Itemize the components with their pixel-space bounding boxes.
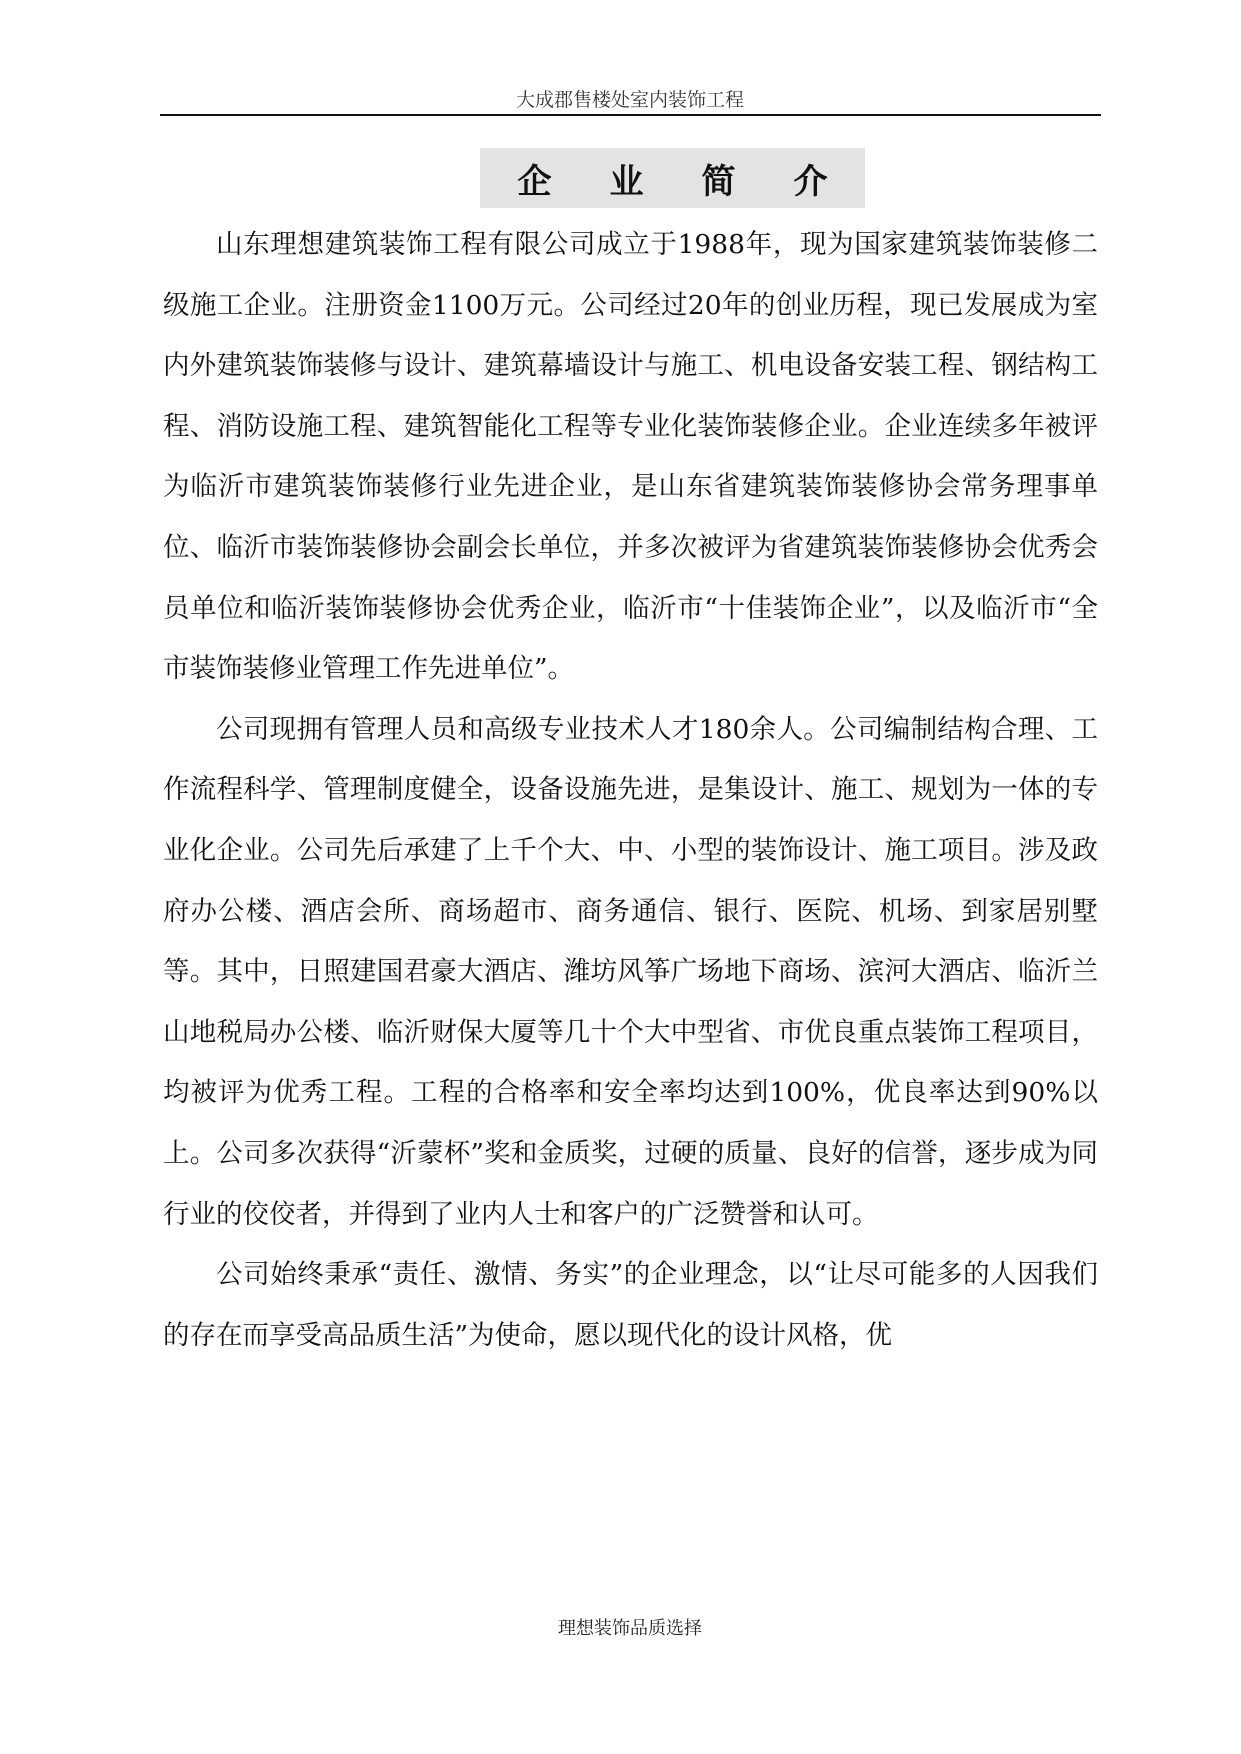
section-title-box: [480, 148, 886, 208]
header-divider: [160, 114, 1101, 116]
page-header: 大成郡售楼处室内装饰工程: [515, 89, 744, 111]
section-title: 企业简介: [517, 161, 886, 202]
page-footer: 理想装饰品质选择: [558, 1618, 702, 1639]
paragraph-company-philosophy: 公司始终秉承“责任、激情、务实”的企业理念，以“让尽可能多的人因我们的存在而享受高品质生活”为使命，愿以现代化的设计风格，优: [163, 1259, 1098, 1351]
paragraph-company-history: 山东理想建筑装饰工程有限公司成立于1988年，现为国家建筑装饰装修二级施工企业。注册资金1100万元。公司经过20年的创业历程，现已发展成为室内外建筑装饰装修与设计、建筑幕墙设计与施工、机电设备安装工程、钢结构工程、消防设施工程、建筑智能化工程等专业化装饰装修企业。企业连续多年被评为临沂市建筑装饰装修行业先进企业，是山东省建筑装饰装修协会常务理事单位、临沂市装饰装修协会副会长单位，并多次被评为省建筑装饰装修协会优秀会员单位和临沂装饰装修协会优秀企业，临沂市“十佳装饰企业”，以及临沂市“全市装饰装修业管理工作先进单位”。: [163, 229, 1098, 685]
body-text: [163, 215, 1098, 1366]
paragraph-company-capability: 公司现拥有管理人员和高级专业技术人才180余人。公司编制结构合理、工作流程科学、管理制度健全，设备设施先进，是集设计、施工、规划为一体的专业化企业。公司先后承建了上千个大、中、小型的装饰设计、施工项目。涉及政府办公楼、酒店会所、商场超市、商务通信、银行、医院、机场、到家居别墅等。其中，日照建国君豪大酒店、潍坊风筝广场地下商场、滨河大酒店、临沂兰山地税局办公楼、临沂财保大厦等几十个大中型省、市优良重点装饰工程项目，均被评为优秀工程。工程的合格率和安全率均达到100%，优良率达到90%以上。公司多次获得“沂蒙杯”奖和金质奖，过硬的质量、良好的信誉，逐步成为同行业的佼佼者，并得到了业内人士和客户的广泛赞誉和认可。: [163, 713, 1098, 1230]
